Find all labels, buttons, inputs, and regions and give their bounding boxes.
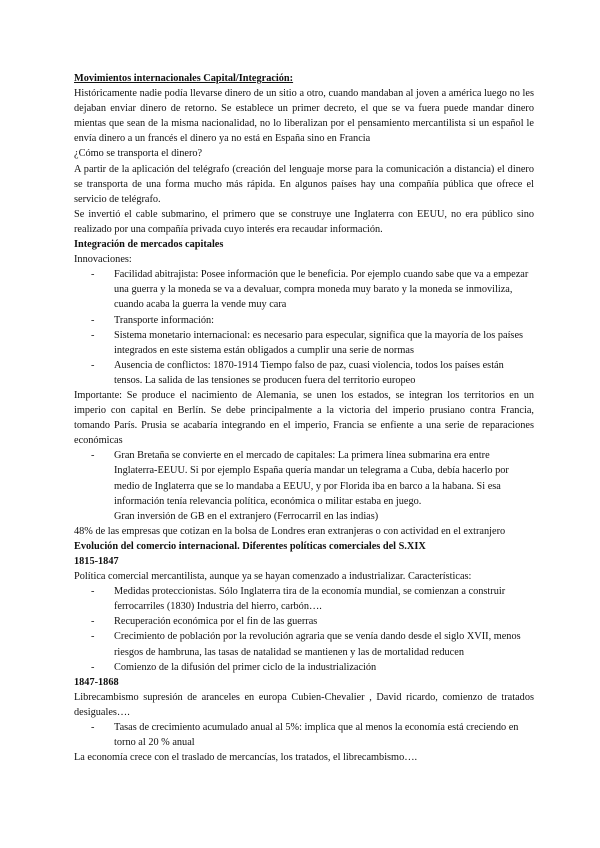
heading-1847-1868: 1847-1868	[74, 676, 119, 688]
list-item: - Facilidad abitrajista: Posee información que le beneficia. Por ejemplo cuando sabe que va a empezar una guerra y la moneda se va a devaluar, compra moneda muy barato y la moneda se inmoviliza, cuando acaba la guerra la vende muy cara	[91, 269, 529, 311]
heading-movimientos: Movimientos internacionales Capital/Integración:	[74, 73, 294, 84]
list-item: - Recuperación económica por el fin de las guerras	[91, 616, 318, 628]
paragraph-inversion: Gran inversión de GB en el extranjero (Ferrocarril en las indias)	[114, 510, 379, 522]
list-item: - Ausencia de conflictos: 1870-1914 Tiempo falso de paz, cuasi violencia, todos los países están tensos. La salida de las tensiones se producen fuera del territorio europeo	[91, 359, 504, 386]
paragraph-bolsa: 48% de las empresas que cotizan en la bolsa de Londres eran extranjeras o con actividad en el extranjero	[74, 525, 506, 537]
paragraph-historia: Históricamente nadie podía llevarse dinero de un sitio a otro, cuando mandaban al joven a américa luego no les dejaban enviar dinero de retorno. Se establece un primer decreto, el que se va fuera puede mandar dinero mientas que sean de la misma nacionalidad, no lo liberalizan por el pensamiento mercantilista si un español le envía dinero a un francés el dinero ya no está en España sino en Francia	[74, 88, 534, 145]
heading-1815-1847: 1815-1847	[74, 556, 119, 567]
heading-evolucion: Evolución del comercio internacional. Diferentes políticas comerciales del S.XIX	[74, 540, 426, 552]
list-innovaciones	[74, 267, 534, 388]
paragraph-telegrafo: A partir de la aplicación del telégrafo (creación del lenguaje morse para la comunicación a distancia) el dinero se transporta de una forma mucho más rápida. En algunos países hay una compañía pública que ofrece el servicio de telégrafo.	[74, 163, 534, 205]
paragraph-mercantilista: Política comercial mercantilista, aunque ya se hayan comenzado a industrializar. Características:	[74, 571, 472, 583]
list-item: - Comienzo de la difusión del primer ciclo de la industrialización	[91, 661, 377, 673]
heading-integracion: Integración de mercados capitales	[74, 239, 224, 251]
paragraph-economia: La economía crece con el traslado de mercancías, los tratados, el librecambismo….	[74, 752, 418, 764]
list-caracteristicas	[74, 584, 534, 675]
list-item: - Crecimiento de población por la revolución agraria que se venía dando desde el siglo XVII, menos riesgos de hambruna, las tasas de natalidad se mantienen y las de mortalidad reducen	[91, 631, 521, 658]
paragraph-importante: Importante: Se produce el nacimiento de Alemania, se unen los estados, se integran los territorios en un imperio con capital en Berlín. Se debe principalmente a la victoria del imperio prusiano contra Francia, tomando París. Prusia se acabaría integrando en el imperio, Francia se enfiente a una serie de reparaciones económicas	[74, 389, 534, 447]
list-tasas	[74, 720, 534, 750]
document-page	[74, 71, 534, 765]
list-item: - Transporte información:	[91, 314, 214, 326]
paragraph-innovaciones: Innovaciones:	[74, 254, 132, 266]
paragraph-pregunta: ¿Cómo se transporta el dinero?	[74, 148, 203, 160]
list-gran-bretana	[74, 448, 534, 508]
paragraph-librecambismo: Librecambismo supresión de aranceles en europa Cubien-Chevalier , David ricardo, comienzo de tratados desiguales….	[74, 691, 534, 718]
list-item: - Sistema monetario internacional: es necesario para especular, significa que la mayoría de los países integrados en este sistema están obligados a cumplir una serie de normas	[91, 329, 524, 356]
list-item: - Medidas proteccionistas. Sólo Inglaterra tira de la economía mundial, se comienzan a construir ferrocarriles (1830) Industria del hierro, carbón….	[91, 586, 506, 613]
list-item: - Gran Bretaña se convierte en el mercado de capitales: La primera línea submarina era entre Inglaterra-EEUU. Si por ejemplo España quería mandar un telegrama a Cuba, debía hacerlo por medio de Inglaterra que se lo mandaba a EEUU, y por Florida iba en barco a la habana. Si esa información tenía relevancia política, económica o militar estaba en juego.	[91, 450, 509, 507]
paragraph-cable: Se invertió el cable submarino, el primero que se construye une Inglaterra con EEUU, no era público sino realizado por una compañía privada cuyo interés era recaudar información.	[74, 208, 534, 235]
list-item: - Tasas de crecimiento acumulado anual al 5%: implica que al menos la economía está creciendo en torno al 20 % anual	[91, 722, 519, 749]
